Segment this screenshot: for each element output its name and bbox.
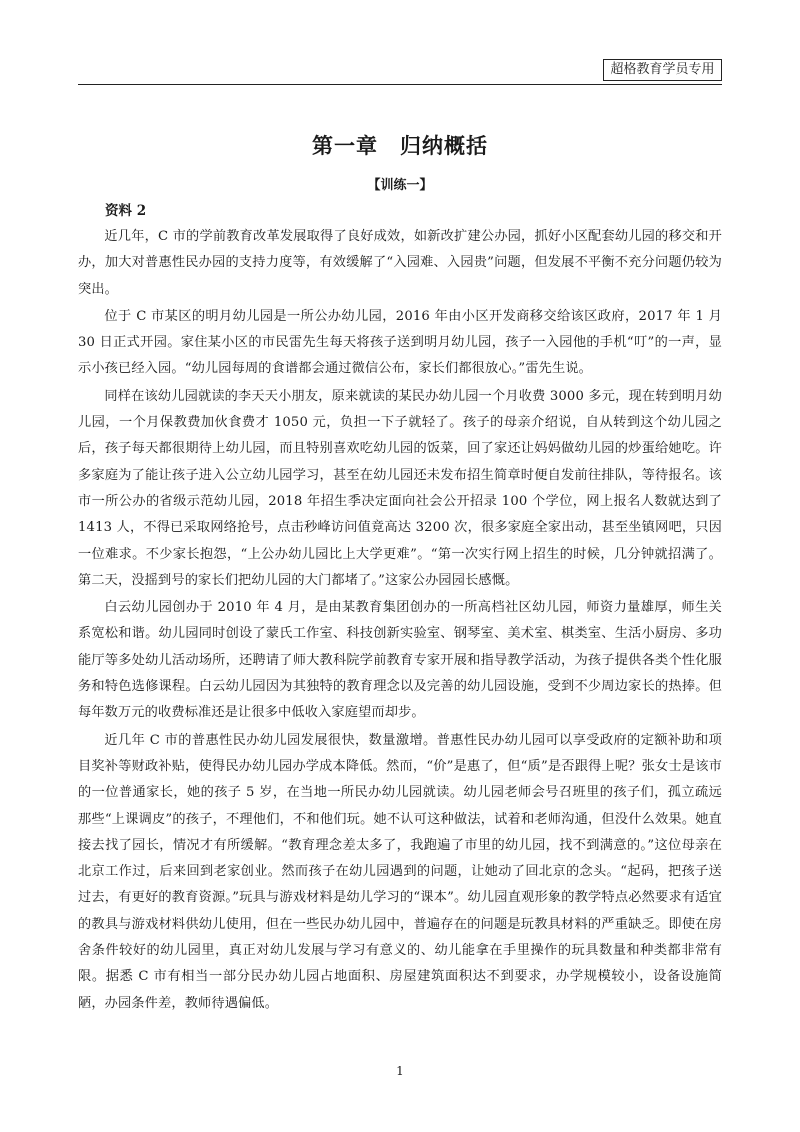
page-number: 1 — [396, 1064, 404, 1078]
chapter-title: 第一章 归纳概括 — [312, 133, 488, 158]
paragraph: 位于 C 市某区的明月幼儿园是一所公办幼儿园，2016 年由小区开发商移交给该区政府，2017 年 1 月 30 日正式开园。家住某小区的市民雷先生每天将孩子送到明月幼儿园，孩子一入园他的手机“叮”的一声，显示小孩已经入园。“幼儿园每周的食谱都会通过微信公布，家长们都很放心。”雷先生说。 — [78, 308, 722, 377]
paragraph: 近几年 C 市的普惠性民办幼儿园发展很快，数量激增。普惠性民办幼儿园可以享受政府的定额补助和项目奖补等财政补贴，使得民办幼儿园办学成本降低。然而，“价”是惠了，但“质”是否跟得上呢？张女士是该市的一位普通家长，她的孩子 5 岁，在当地一所民办幼儿园就读。幼儿园老师会号召班里的孩子们，孤立疏远那些“上课调皮”的孩子，不理他们，不和他们玩。她不认可这种做法，试着和老师沟通，但没什么效果。她直接去找了园长，情况才有所缓解。“教育理念差太多了，我跑遍了市里的幼儿园，找不到满意的。”这位母亲在北京工作过，后来回到老家创业。然而孩子在幼儿园遇到的问题，让她动了回北京的念头。“起码，把孩子送过去，有更好的教育资源。”玩具与游戏材料是幼儿学习的“课本”。幼儿园直观形象的教学特点必然要求有适宜的教具与游戏材料供幼儿使用，但在一些民办幼儿园中，普遍存在的问题是玩教具材料的严重缺乏。即使在房舍条件较好的幼儿园里，真正对幼儿发展与学习有意义的、幼儿能拿在手里操作的玩具数量和种类都非常有限。据悉 C 市有相当一部分民办幼儿园占地面积、房屋建筑面积达不到要求，办学规模较小，设备设施简陋，办园条件差，教师待遇偏低。 — [78, 732, 722, 1011]
header-divider — [78, 84, 722, 85]
paragraph: 近几年，C 市的学前教育改革发展取得了良好成效，如新改扩建公办园，抓好小区配套幼儿园的移交和开办，加大对普惠性民办园的支持力度等，有效缓解了“入园难、入园贵”问题，但发展不平衡不充分问题仍较为突出。 — [78, 229, 722, 297]
header-stamp: 超格教育学员专用 — [603, 59, 722, 81]
section-subtitle: 【训练一】 — [367, 178, 433, 193]
paragraph: 同样在该幼儿园就读的李天天小朋友，原来就读的某民办幼儿园一个月收费 3000 多元，现在转到明月幼儿园，一个月保教费加伙食费才 1050 元，负担一下子就轻了。孩子的母亲介绍说，自从转到这个幼儿园之后，孩子每天都很期待上幼儿园，而且特别喜欢吃幼儿园的饭菜，回了家还让妈妈做幼儿园的炒蛋给她吃。许多家庭为了能让孩子进入公立幼儿园学习，甚至在幼儿园还未发布招生简章时便自发前往排队，等待报名。该市一所公办的省级示范幼儿园，2018 年招生季决定面向社会公开招录 100 个学位，网上报名人数就达到了 1413 人，不得已采取网络抢号，点击秒峰访问值竟高达 3200 次，很多家庭全家出动，甚至坐镇网吧，只因一位难求。不少家长抱怨，“上公办幼儿园比上大学更难”。“第一次实行网上招生的时候，几分钟就招满了。第二天，没摇到号的家长们把幼儿园的大门都堵了。”这家公办园园长感慨。 — [78, 388, 722, 588]
material-label: 资料 2 — [105, 203, 147, 219]
paragraph: 白云幼儿园创办于 2010 年 4 月，是由某教育集团创办的一所高档社区幼儿园，师资力量雄厚，师生关系宽松和谐。幼儿园同时创设了蒙氏工作室、科技创新实验室、钢琴室、美术室、棋类室、生活小厨房、多功能厅等多处幼儿活动场所，还聘请了师大教科院学前教育专家开展和指导教学活动，为孩子提供各类个性化服务和特色选修课程。白云幼儿园因为其独特的教育理念以及完善的幼儿园设施，受到不少周边家长的热捧。但每年数万元的收费标准还是让很多中低收入家庭望而却步。 — [78, 600, 722, 721]
document-body — [78, 198, 722, 1018]
